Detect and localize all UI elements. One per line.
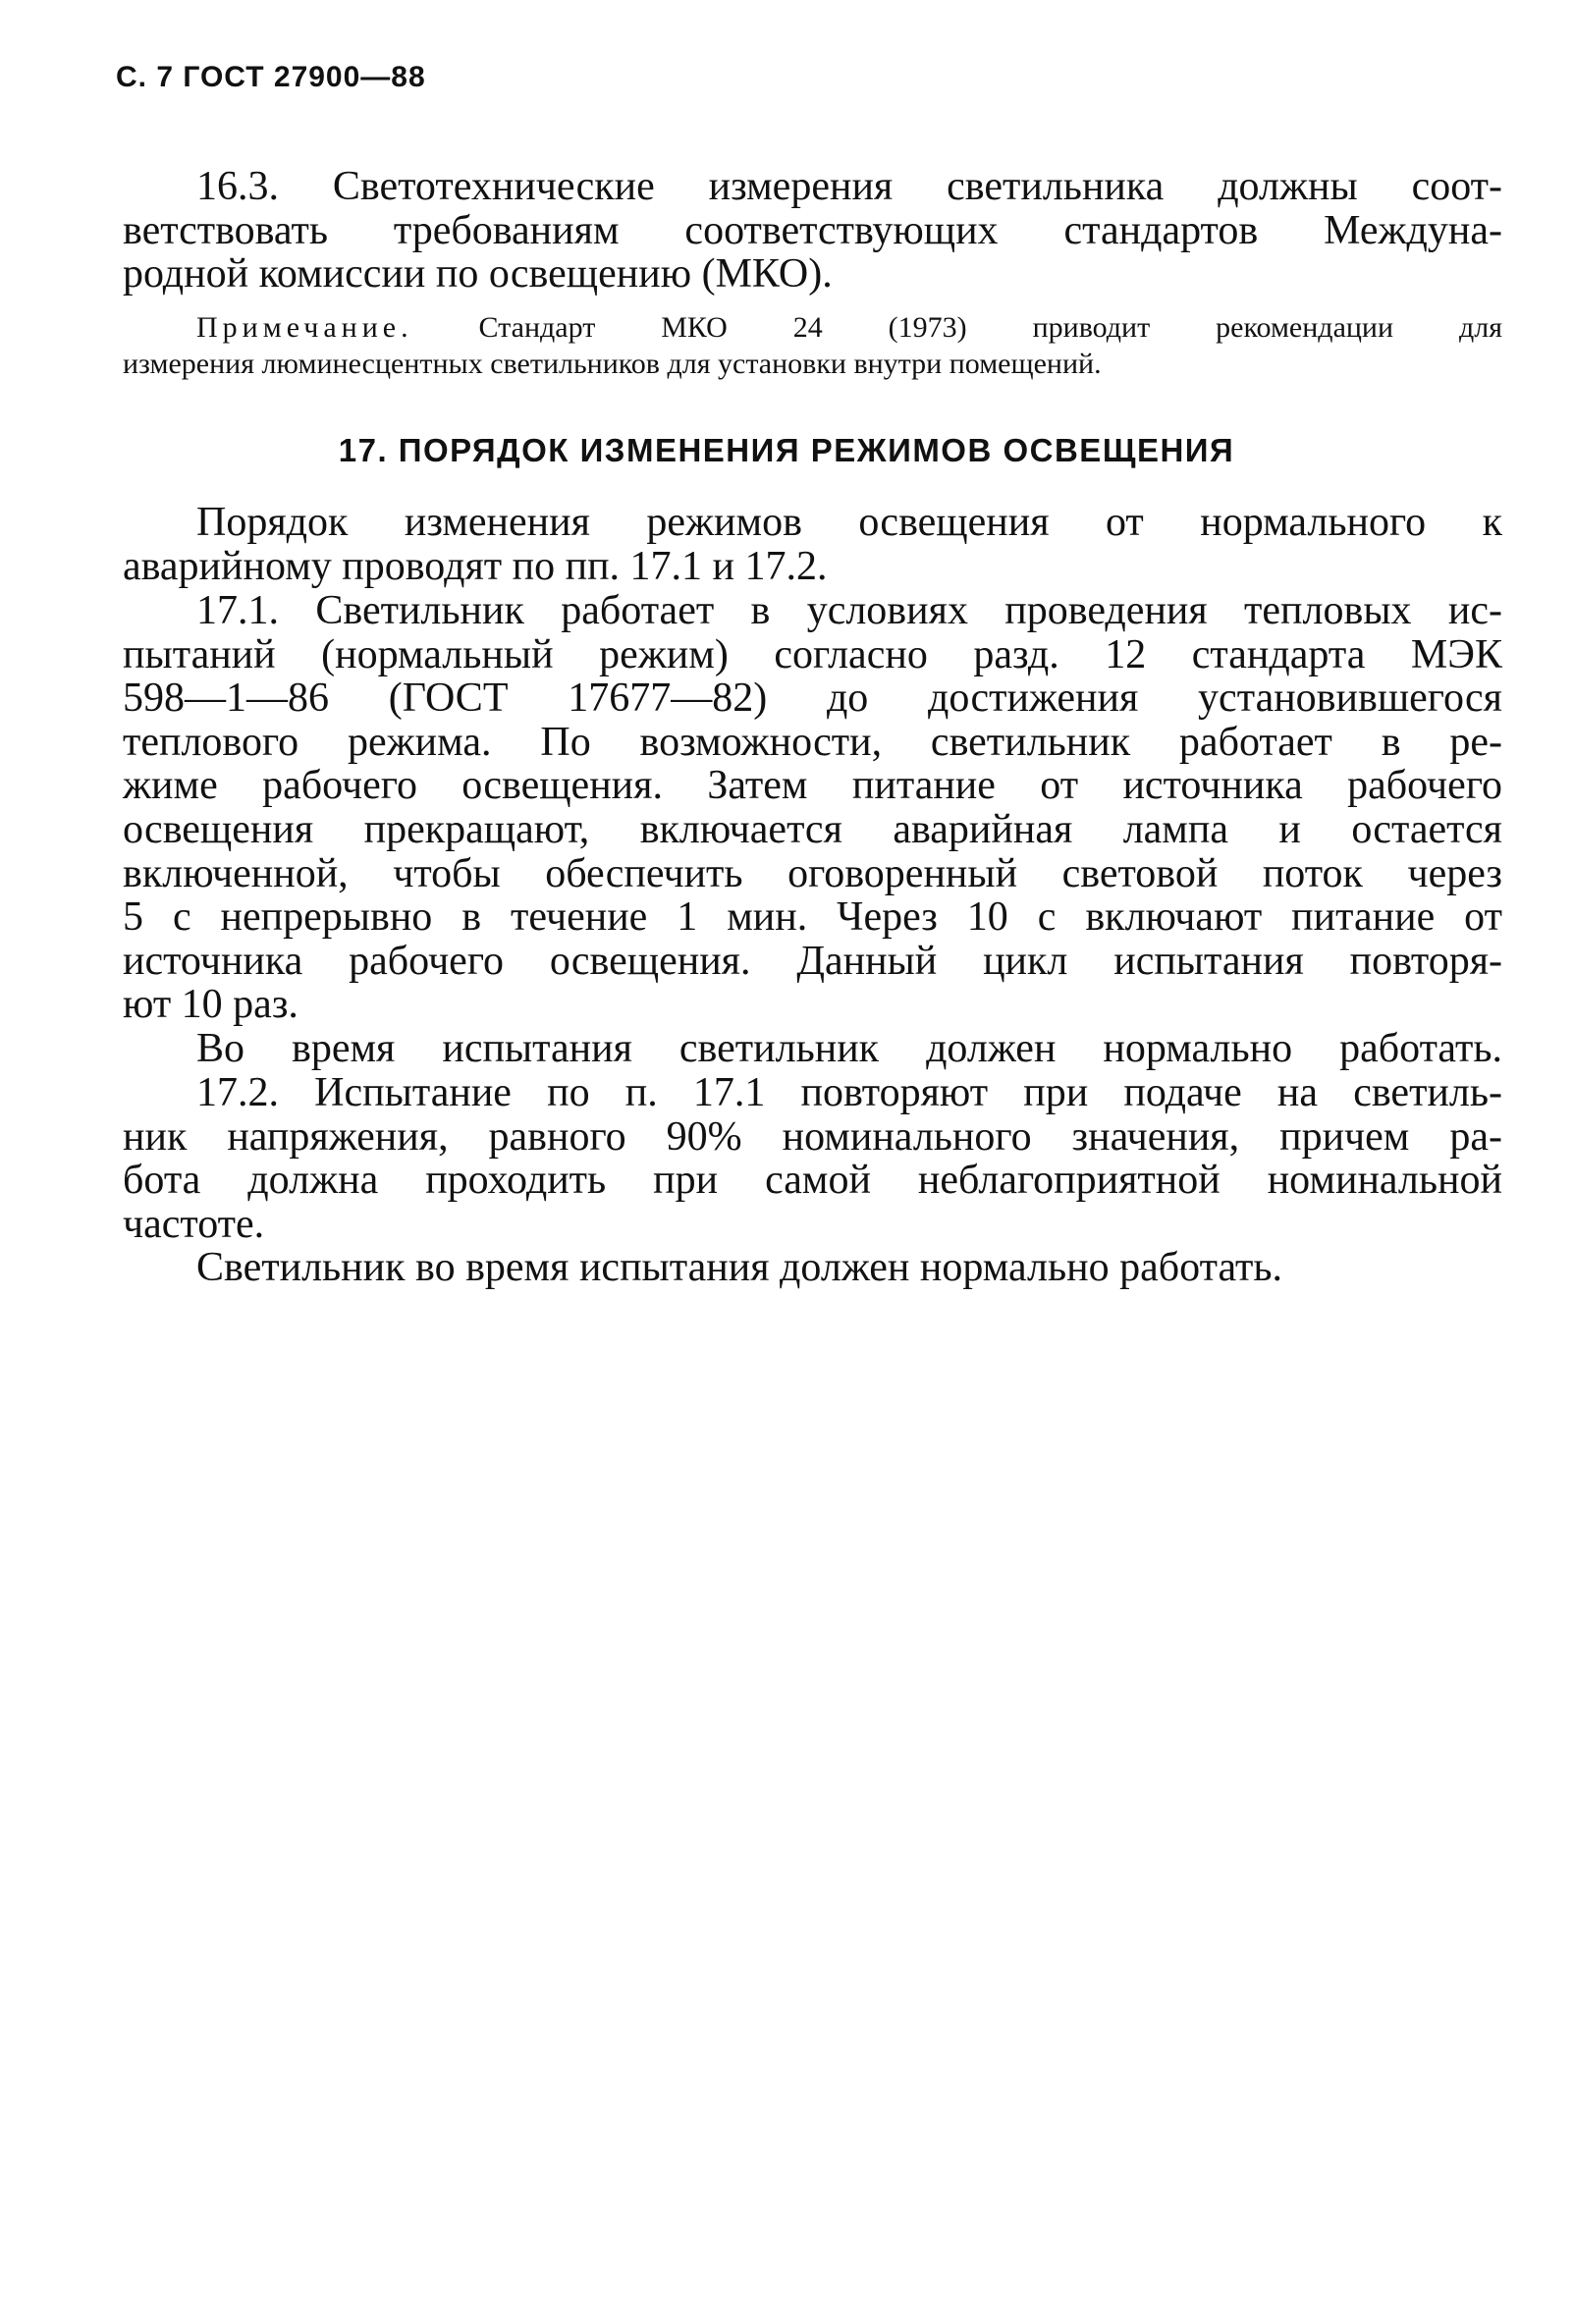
note-line: измерения люминесцентных светильников для установки внутри помещений.: [123, 348, 1102, 380]
page-header: С. 7 ГОСТ 27900—88: [116, 61, 426, 93]
paragraph-17-2: [123, 1071, 1502, 1290]
paragraph-16-3: [123, 165, 1502, 297]
note-line: [123, 309, 1502, 346]
paragraph-line: аварийному проводят по пп. 17.1 и 17.2.: [123, 543, 828, 589]
paragraph-line: родной комиссии по освещению (МКО).: [123, 251, 833, 297]
paragraph-line: источника рабочего освещения. Данный цикл испытания повторя-: [123, 938, 1502, 984]
paragraph-line: 16.3. Светотехнические измерения светильника должны соот-: [196, 164, 1502, 209]
paragraph-line: теплового режима. По возможности, светильник работает в ре-: [123, 719, 1502, 765]
paragraph-line: ют 10 раз.: [123, 982, 298, 1028]
paragraph-line: освещения прекращают, включается аварийная лампа и остается: [123, 806, 1502, 852]
paragraph-line: ник напряжения, равного 90% номинального значения, причем ра-: [123, 1113, 1502, 1160]
note-text: Стандарт МКО 24 (1973) приводит рекомендации для: [478, 311, 1503, 344]
paragraph-line: жиме рабочего освещения. Затем питание от источника рабочего: [123, 763, 1502, 809]
note: [123, 309, 1502, 382]
paragraph-line: бота должна проходить при самой неблагоприятной номинальной: [123, 1158, 1502, 1204]
paragraph-line: Во время испытания светильник должен нормально работать.: [196, 1025, 1502, 1071]
paragraph-17-intro: [123, 501, 1502, 588]
paragraph-line: 598—1—86 (ГОСТ 17677—82) до достижения установившегося: [123, 676, 1502, 722]
paragraph-line: пытаний (нормальный режим) согласно разд. 12 стандарта МЭК: [123, 631, 1502, 677]
section-heading: 17. ПОРЯДОК ИЗМЕНЕНИЯ РЕЖИМОВ ОСВЕЩЕНИЯ: [338, 432, 1235, 468]
paragraph-line: 5 с непрерывно в течение 1 мин. Через 10 с включают питание от: [123, 894, 1502, 941]
paragraph-line: ветствовать требованиям соответствующих стандартов Междуна-: [123, 207, 1502, 253]
paragraph-17-1: [123, 589, 1502, 1071]
paragraph-line: Порядок изменения режимов освещения от нормального к: [196, 500, 1502, 545]
paragraph-line: 17.1. Светильник работает в условиях проведения тепловых ис-: [196, 588, 1502, 633]
paragraph-line: включенной, чтобы обеспечить оговоренный световой поток через: [123, 850, 1502, 896]
paragraph-line: Светильник во время испытания должен нормально работать.: [196, 1245, 1283, 1291]
paragraph-line: частоте.: [123, 1201, 265, 1247]
paragraph-line: 17.2. Испытание по п. 17.1 повторяют при подаче на светиль-: [196, 1070, 1502, 1115]
note-label: Примечание.: [196, 311, 413, 344]
